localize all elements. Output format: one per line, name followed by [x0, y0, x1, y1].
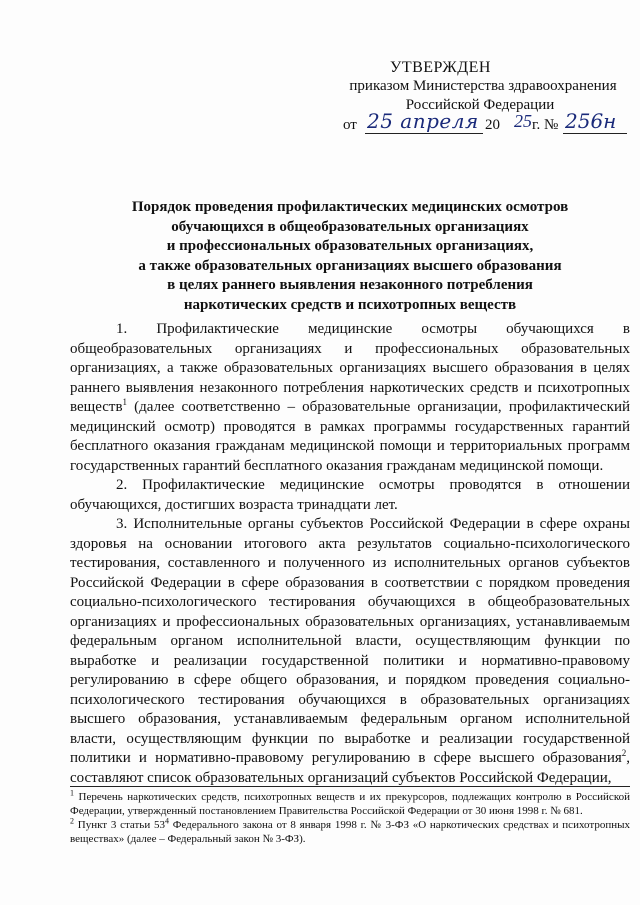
- date-underline: [365, 133, 483, 134]
- footnote-1-number: 1: [70, 788, 74, 798]
- footnote-1: [70, 788, 630, 818]
- title-line: а также образовательных организациях высшего образования: [138, 257, 562, 274]
- document-body: [70, 320, 630, 788]
- paragraph-3-text: 3. Исполнительные органы субъектов Российской Федерации в сфере охраны здоровья на основании итогового акта результатов социально-психологического тестирования, составленного и полученного из исполнительных органов субъектов Российской Федерации в сфере образования в соответствии с порядком проведения социально-психологического тестирования обучающихся в общеобразовательных организациях и профессиональных образовательных организациях, устанавливаемым федеральным органом исполнительной власти, осуществляющим функции по выработке и реализации государственной политики и нормативно-правовому регулированию в сфере общего образования, и порядком проведения социально-психологического тестирования обучающихся в образовательных организациях высшего образования, устанавливаемым федеральным органом исполнительной власти, осуществляющим функции по выработке и реализации государственной политики и нормативно-правовому регулированию в сфере высшего образования: [70, 516, 630, 766]
- handwritten-date: 25 апреля: [367, 109, 479, 133]
- footnote-2-number: 2: [70, 816, 74, 826]
- order-date-number-line: [343, 111, 633, 137]
- paragraph-1-text-cont: (далее соответственно – образовательные организации, профилактический медицинский осмотр) проводятся в рамках программы государственных гарантий бесплатного оказания гражданам медицинской помощи и территориальных программ государственных гарантий бесплатного оказания гражданам медицинской помощи.: [70, 399, 630, 474]
- handwritten-year: 25: [514, 111, 532, 131]
- paragraph-1-text: 1. Профилактические медицинские осмотры обучающихся в общеобразовательных организациях и профессиональных образовательных организациях, а также образовательных организациях высшего образования в целях раннего выявления незаконного потребления наркотических средств и психотропных веществ: [70, 321, 630, 415]
- paragraph-3-text-cont: , составляют список образовательных организаций субъектов Российской Федерации,: [70, 750, 630, 786]
- title-line: обучающихся в общеобразовательных организациях: [171, 218, 529, 235]
- paragraph-1: [70, 320, 630, 476]
- footnote-ref-2: 2: [621, 748, 627, 758]
- order-year-suffix: г. №: [532, 117, 559, 133]
- title-line: наркотических средств и психотропных веществ: [183, 296, 517, 313]
- approval-block: [330, 58, 630, 115]
- footnote-ref-1: 1: [122, 397, 128, 407]
- footnotes: [70, 786, 630, 847]
- paragraph-3: [70, 515, 630, 788]
- approval-line-1: приказом Министерства здравоохранения: [349, 78, 617, 94]
- footnote-1-text: Перечень наркотических средств, психотропных веществ и их прекурсоров, подлежащих контролю в Российской Федерации, утвержденный постановлением Правительства Российской Федерации от 30 июня 1998 г. № 681.: [70, 791, 630, 817]
- footnote-2-text-cont: Федерального закона от 8 января 1998 г. № 3-ФЗ «О наркотических средствах и психотропных веществах» (далее – Федеральный закон № 3-ФЗ).: [70, 819, 630, 845]
- approval-heading: УТВЕРЖДЕН: [390, 59, 491, 76]
- number-underline: [563, 133, 627, 134]
- handwritten-order-number: 256н: [565, 109, 617, 133]
- title-line: Порядок проведения профилактических медицинских осмотров: [131, 199, 569, 215]
- title-line: в целях раннего выявления незаконного потребления: [167, 277, 533, 293]
- order-prefix: от: [343, 117, 357, 133]
- footnote-2-text: Пункт 3 статьи 53: [74, 819, 165, 831]
- document-title: [70, 198, 630, 315]
- paragraph-2: 2. Профилактические медицинские осмотры проводятся в отношении обучающихся, достигших возраста тринадцати лет.: [70, 477, 630, 513]
- title-line: и профессиональных образовательных организациях,: [166, 238, 534, 254]
- order-year-prefix: 20: [485, 117, 500, 133]
- approval-line-2: Российской Федерации: [405, 97, 555, 113]
- footnote-2-article-sup: 4: [164, 816, 169, 826]
- footnote-2: [70, 816, 630, 846]
